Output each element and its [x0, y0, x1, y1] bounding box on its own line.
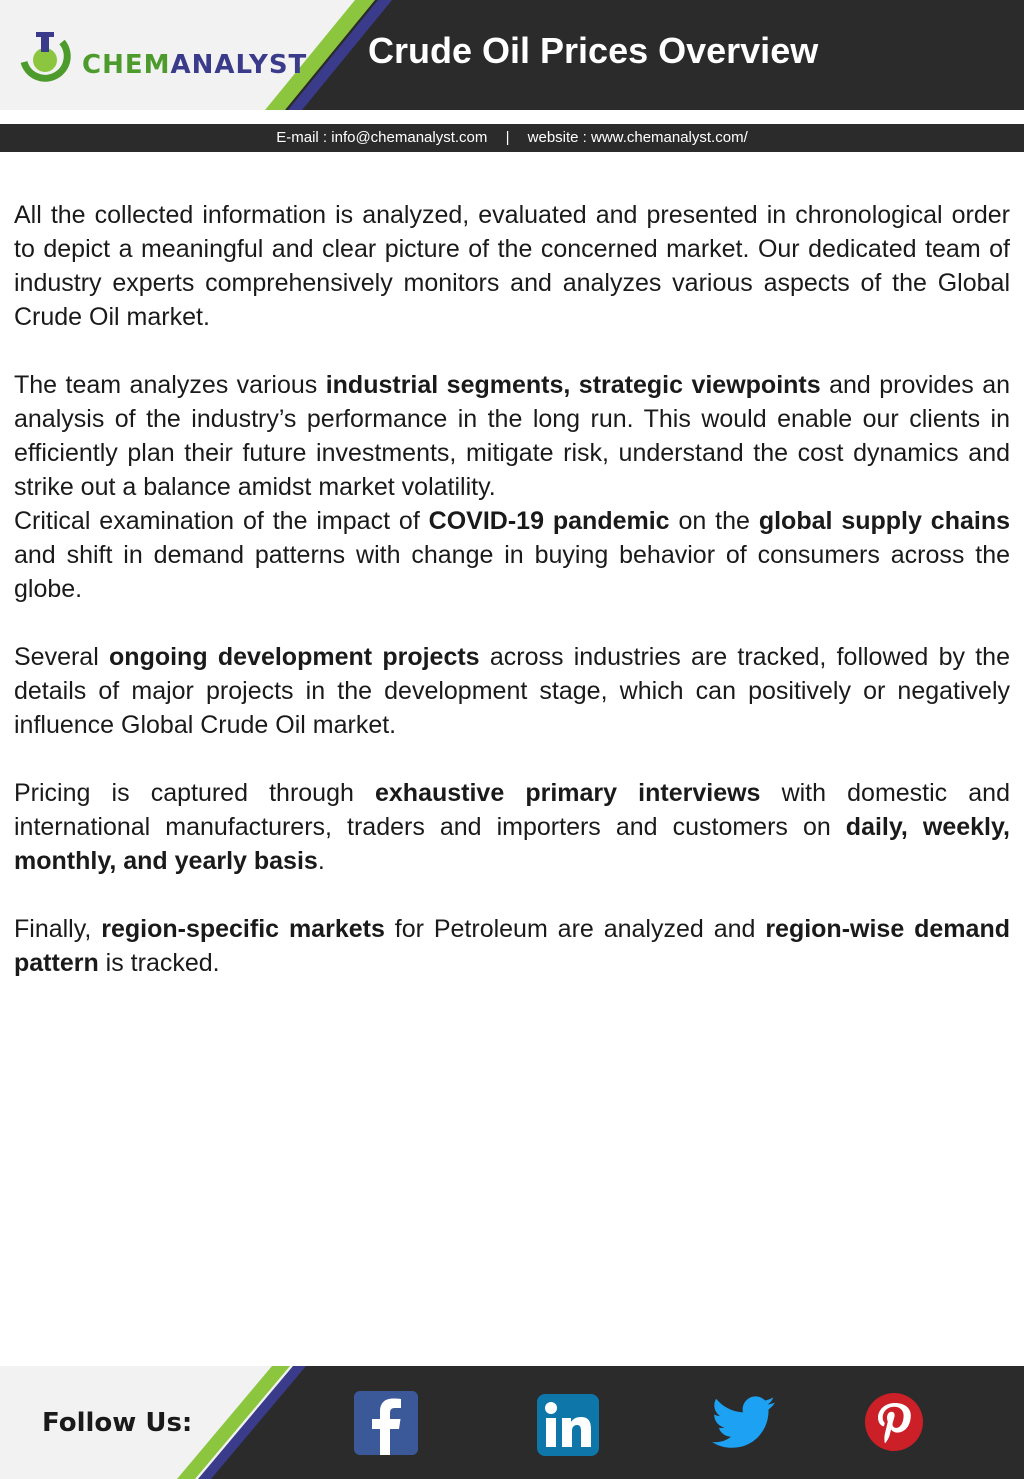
paragraph-text: across industries are tracked, followed by the details of major projects in the development stage, which can positively or negatively influence Global Crude Oil market. [14, 643, 1010, 739]
linkedin-icon[interactable] [537, 1394, 599, 1456]
paragraph-regions [14, 912, 1010, 980]
emphasis-text: global supply chains [758, 507, 1010, 535]
paragraph-text: All the collected information is analyzed, evaluated and presented in chronological order to depict a meaningful and clear picture of the concerned market. Our dedicated team of industry experts comprehensively monitors and analyzes various aspects of the Global Crude Oil market. [14, 201, 1010, 331]
website-link[interactable]: website : www.chemanalyst.com/ [527, 129, 748, 146]
paragraph-text: Several [14, 643, 110, 671]
pinterest-icon[interactable] [864, 1392, 924, 1452]
paragraph-pricing [14, 776, 1010, 878]
paragraph-text: Pricing is captured through [14, 779, 375, 807]
page-title: Crude Oil Prices Overview [368, 30, 819, 71]
page-header [0, 0, 1024, 110]
logo-wordmark [82, 50, 307, 80]
paragraph-projects [14, 640, 1010, 742]
emphasis-text: exhaustive primary interviews [375, 779, 761, 807]
paragraph-text: is tracked. [98, 949, 220, 977]
paragraph-text: for Petroleum are analyzed and [384, 915, 766, 943]
emphasis-text: ongoing development projects [109, 643, 480, 671]
logo-chem: CHEM [82, 50, 171, 80]
paragraph-text: Critical examination of the impact of [14, 507, 429, 535]
emphasis-text: region-specific markets [101, 915, 385, 943]
page-footer [0, 1366, 1024, 1479]
paragraph-segments [14, 368, 1010, 504]
emphasis-text: daily, weekly, monthly, and yearly basis [14, 813, 1010, 875]
twitter-icon[interactable] [712, 1396, 776, 1450]
email-link[interactable]: E-mail : info@chemanalyst.com [276, 129, 488, 146]
paragraph-text: on the [669, 507, 759, 535]
flask-logo-icon [12, 22, 82, 88]
paragraph-intro [14, 198, 1010, 334]
follow-us-label: Follow Us: [42, 1408, 193, 1438]
facebook-icon[interactable] [354, 1391, 418, 1455]
paragraph-text: The team analyzes various [14, 371, 326, 399]
paragraph-text: Finally, [14, 915, 102, 943]
emphasis-text: COVID-19 pandemic [428, 507, 670, 535]
chemanalyst-logo[interactable] [12, 22, 308, 88]
logo-analyst: ANALYST [170, 50, 308, 80]
paragraph-text: with domestic and international manufacturers, traders and importers and customers on [14, 779, 1010, 841]
main-content [14, 198, 1010, 1014]
emphasis-text: region-wise demand pattern [14, 915, 1010, 977]
contact-bar [0, 124, 1024, 152]
emphasis-text: industrial segments, strategic viewpoints [325, 371, 821, 399]
paragraph-covid [14, 504, 1010, 606]
paragraph-text: and provides an analysis of the industry’s performance in the long run. This would enable our clients in efficiently plan their future investments, mitigate risk, understand the cost dynamics and strike out a balance amidst market volatility. [14, 371, 1011, 501]
contact-separator: | [505, 129, 510, 146]
paragraph-text: . [317, 847, 325, 875]
paragraph-text: and shift in demand patterns with change in buying behavior of consumers across the globe. [14, 541, 1010, 603]
